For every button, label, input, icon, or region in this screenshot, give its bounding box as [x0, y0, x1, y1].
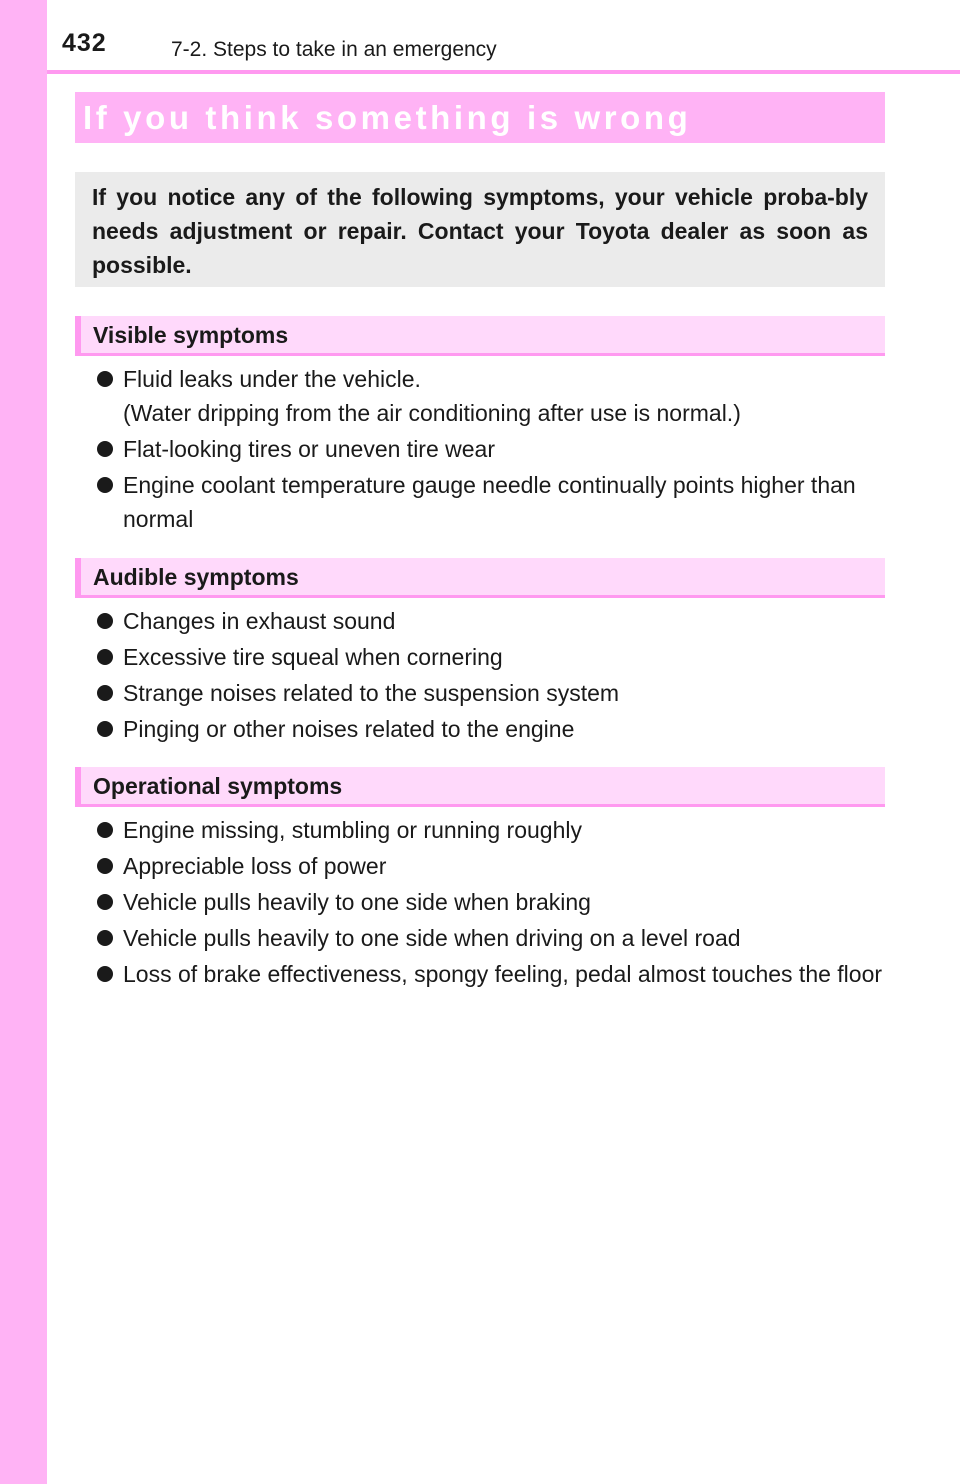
bullet-icon [97, 822, 113, 838]
bullet-icon [97, 894, 113, 910]
subhead-visible-symptoms [75, 316, 885, 356]
list-item [97, 921, 887, 955]
bullet-icon [97, 721, 113, 737]
list-item-text: Vehicle pulls heavily to one side when braking [123, 889, 591, 915]
page-number: 432 [62, 29, 107, 57]
bullet-icon [97, 613, 113, 629]
bullet-icon [97, 858, 113, 874]
subhead-operational-symptoms [75, 767, 885, 807]
list-item [97, 885, 887, 919]
list-item [97, 813, 887, 847]
header-rule [47, 70, 960, 74]
list-item-text: Flat-looking tires or uneven tire wear [123, 436, 495, 462]
subhead-label: Visible symptoms [93, 322, 289, 348]
visible-symptoms-list [97, 362, 887, 538]
subhead-audible-symptoms [75, 558, 885, 598]
bullet-icon [97, 371, 113, 387]
bullet-icon [97, 930, 113, 946]
bullet-icon [97, 685, 113, 701]
list-item-text: Excessive tire squeal when cornering [123, 644, 503, 670]
list-item-text: Changes in exhaust sound [123, 608, 396, 634]
list-item [97, 849, 887, 883]
intro-text: If you notice any of the following symptoms, your vehicle proba-bly needs adjustment or repair. Contact your Toyota dealer as soon as possible. [92, 184, 868, 278]
list-item-text: Loss of brake effectiveness, spongy feeling, pedal almost touches the floor [123, 961, 883, 987]
bullet-icon [97, 441, 113, 457]
subhead-label: Operational symptoms [93, 773, 343, 799]
list-item [97, 604, 887, 638]
list-item-text: Strange noises related to the suspension system [123, 680, 620, 706]
page-title: If you think something is wrong [83, 99, 692, 136]
list-item-text: Engine missing, stumbling or running roughly [123, 817, 582, 843]
subhead-label: Audible symptoms [93, 564, 299, 590]
section-path: 7-2. Steps to take in an emergency [171, 38, 497, 61]
list-item [97, 468, 887, 536]
bullet-icon [97, 477, 113, 493]
list-item [97, 712, 887, 746]
list-item-text: Appreciable loss of power [123, 853, 387, 879]
list-item-note: (Water dripping from the air conditioning after use is normal.) [123, 400, 741, 426]
list-item [97, 957, 887, 991]
intro-box [75, 172, 885, 287]
list-item-text: Pinging or other noises related to the engine [123, 716, 575, 742]
title-bar [75, 92, 885, 143]
list-item-text: Vehicle pulls heavily to one side when driving on a level road [123, 925, 741, 951]
list-item-text: Fluid leaks under the vehicle. [123, 366, 421, 392]
list-item [97, 362, 887, 430]
left-margin-strip [0, 0, 47, 1484]
list-item-text: Engine coolant temperature gauge needle continually points higher than normal [123, 472, 856, 532]
list-item [97, 640, 887, 674]
audible-symptoms-list [97, 604, 887, 748]
operational-symptoms-list [97, 813, 887, 993]
bullet-icon [97, 966, 113, 982]
bullet-icon [97, 649, 113, 665]
page-header [47, 0, 960, 72]
list-item [97, 676, 887, 710]
list-item [97, 432, 887, 466]
